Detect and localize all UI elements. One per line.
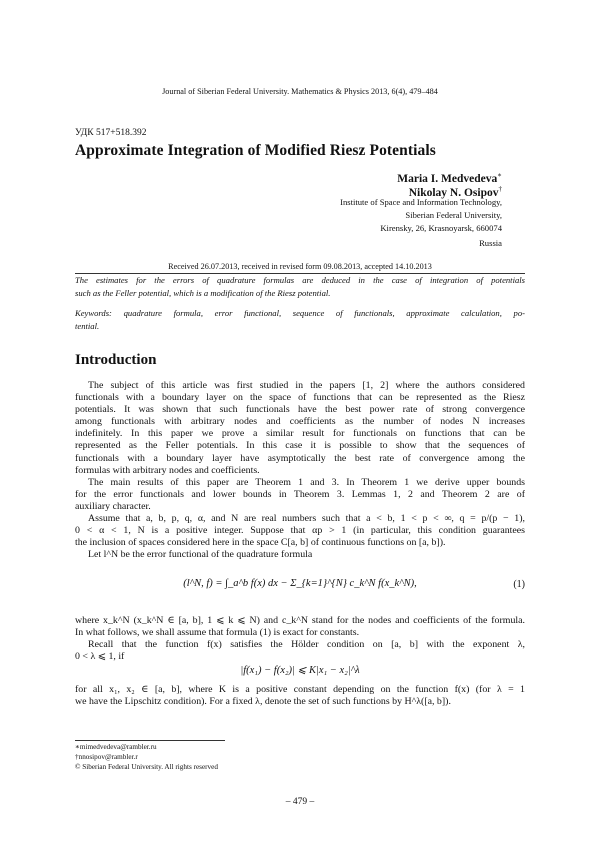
author-1: [397, 171, 502, 185]
author-name: Maria I. Medvedeva: [397, 172, 498, 185]
affiliation-line: Kirensky, 26, Krasnoyarsk, 660074: [380, 223, 502, 233]
keywords-label: Keywords:: [75, 308, 112, 318]
abstract-line: The estimates for the errors of quadrature formulas are deduced in the case of integration of potentials: [75, 275, 525, 285]
text-line: Recall that the function f(x) satisfies the Hölder condition on [a, b] with the exponent λ,: [88, 639, 525, 651]
keywords-line: tential.: [75, 321, 100, 331]
text-line: among functionals with arbitrary nodes and coefficients as the number of nodes N increases: [75, 416, 525, 428]
footnote-email-2: †nnosipov@rambler.r: [75, 753, 138, 761]
text-line: The subject of this article was first studied in the papers [1, 2] where the authors considered: [88, 380, 525, 391]
paper-title: Approximate Integration of Modified Riesz Potentials: [75, 142, 436, 159]
footnote-rule: [75, 740, 225, 741]
text-line: indefinitely. In this paper we prove a similar result for functionals on functions that can be: [75, 428, 525, 440]
section-heading: Introduction: [75, 352, 157, 368]
text-line: 0 < α < 1, N is a positive integer. Suppose that αp > 1 (in particular, this condition guarantees: [75, 525, 525, 537]
text-line: for the error functionals and lower bounds in Theorem 3. Lemmas 1, 2 and Theorem 2 are of: [75, 488, 525, 500]
keywords-text: quadrature formula, error functional, sequence of functionals, approximate calculation, po-: [123, 308, 525, 318]
text-line: Let l^N be the error functional of the quadrature formula: [88, 549, 313, 561]
equation-2: |f(x₁) − f(x₂)| ⩽ K|x₁ − x₂|^λ: [240, 665, 360, 676]
affiliation-line: Institute of Space and Information Technology,: [340, 197, 502, 207]
paragraph-5: [75, 615, 525, 663]
affiliation: [242, 196, 502, 250]
equation-1: (l^N, f) = ∫_a^b f(x) dx − Σ_{k=1}^{N} c_k^N f(x_k^N),: [183, 578, 417, 589]
copyright-notice: © Siberian Federal University. All rights reserved: [75, 763, 218, 771]
author-name: Nikolay N. Osipov: [408, 186, 499, 199]
text-line: for all x₁, x₂ ∈ [a, b], where K is a positive constant depending on the function f(x) (for λ = 1: [75, 684, 525, 695]
text-line: Assume that a, b, p, q, α, and N are real numbers such that a < b, 1 < p < ∞, q = p/(p − 1),: [88, 513, 525, 525]
journal-header: Journal of Siberian Federal University. Mathematics & Physics 2013, 6(4), 479–484: [162, 87, 438, 96]
affiliation-line: Russia: [479, 238, 502, 248]
abstract: [75, 274, 525, 300]
text-line: potentials. It was shown that such functionals have the best power rate of strong convergence: [75, 404, 525, 416]
text-line: functionals with a boundary layer have asymptotically the best rate of convergence among the: [75, 452, 525, 464]
affiliation-line: Siberian Federal University,: [405, 210, 502, 220]
author-mark: †: [498, 185, 502, 193]
text-line: auxiliary character.: [75, 500, 151, 512]
abstract-line: such as the Feller potential, which is a modification of the Riesz potential.: [75, 288, 331, 298]
keywords-line: [75, 307, 525, 320]
text-line: where x_k^N (x_k^N ∈ [a, b], 1 ⩽ k ⩽ N) and c_k^N stand for the nodes and coefficients of the formula.: [75, 615, 525, 626]
text-line: formulas with arbitrary nodes and coefficients.: [75, 464, 260, 476]
equation-1-number: (1): [513, 579, 525, 590]
keywords: [75, 307, 525, 333]
text-line: The main results of this paper are Theorem 1 and 3. In Theorem 1 we derive upper bounds: [88, 476, 525, 488]
footnote-email-1: ∗mimedvedeva@rambler.ru: [75, 743, 157, 751]
footnotes: [75, 742, 218, 772]
text-line: we have the Lipschitz condition). For a fixed λ, denote the set of such functions by H^λ([a, b]).: [75, 696, 451, 708]
author-mark: ∗: [497, 171, 502, 179]
text-line: functionals with a boundary layer on the space of functions that can be represented as the Riesz: [75, 392, 525, 404]
received-dates: Received 26.07.2013, received in revised form 09.08.2013, accepted 14.10.2013: [168, 262, 432, 271]
text-line: represented as the Feller potentials. In this case it is possible to show that the sequences of: [75, 440, 525, 452]
paragraph-1: [75, 380, 525, 561]
text-line: In what follows, we shall assume that formula (1) is exact for constants.: [75, 627, 360, 639]
text-line: the inclusion of spaces considered here in the space C[a, b] of continuous functions on [a, b]).: [75, 537, 446, 549]
paragraph-7: [75, 684, 525, 708]
page-number: – 479 –: [285, 797, 315, 807]
text-line: 0 < λ ⩽ 1, if: [75, 651, 125, 663]
udk-code: УДК 517+518.392: [75, 128, 147, 138]
